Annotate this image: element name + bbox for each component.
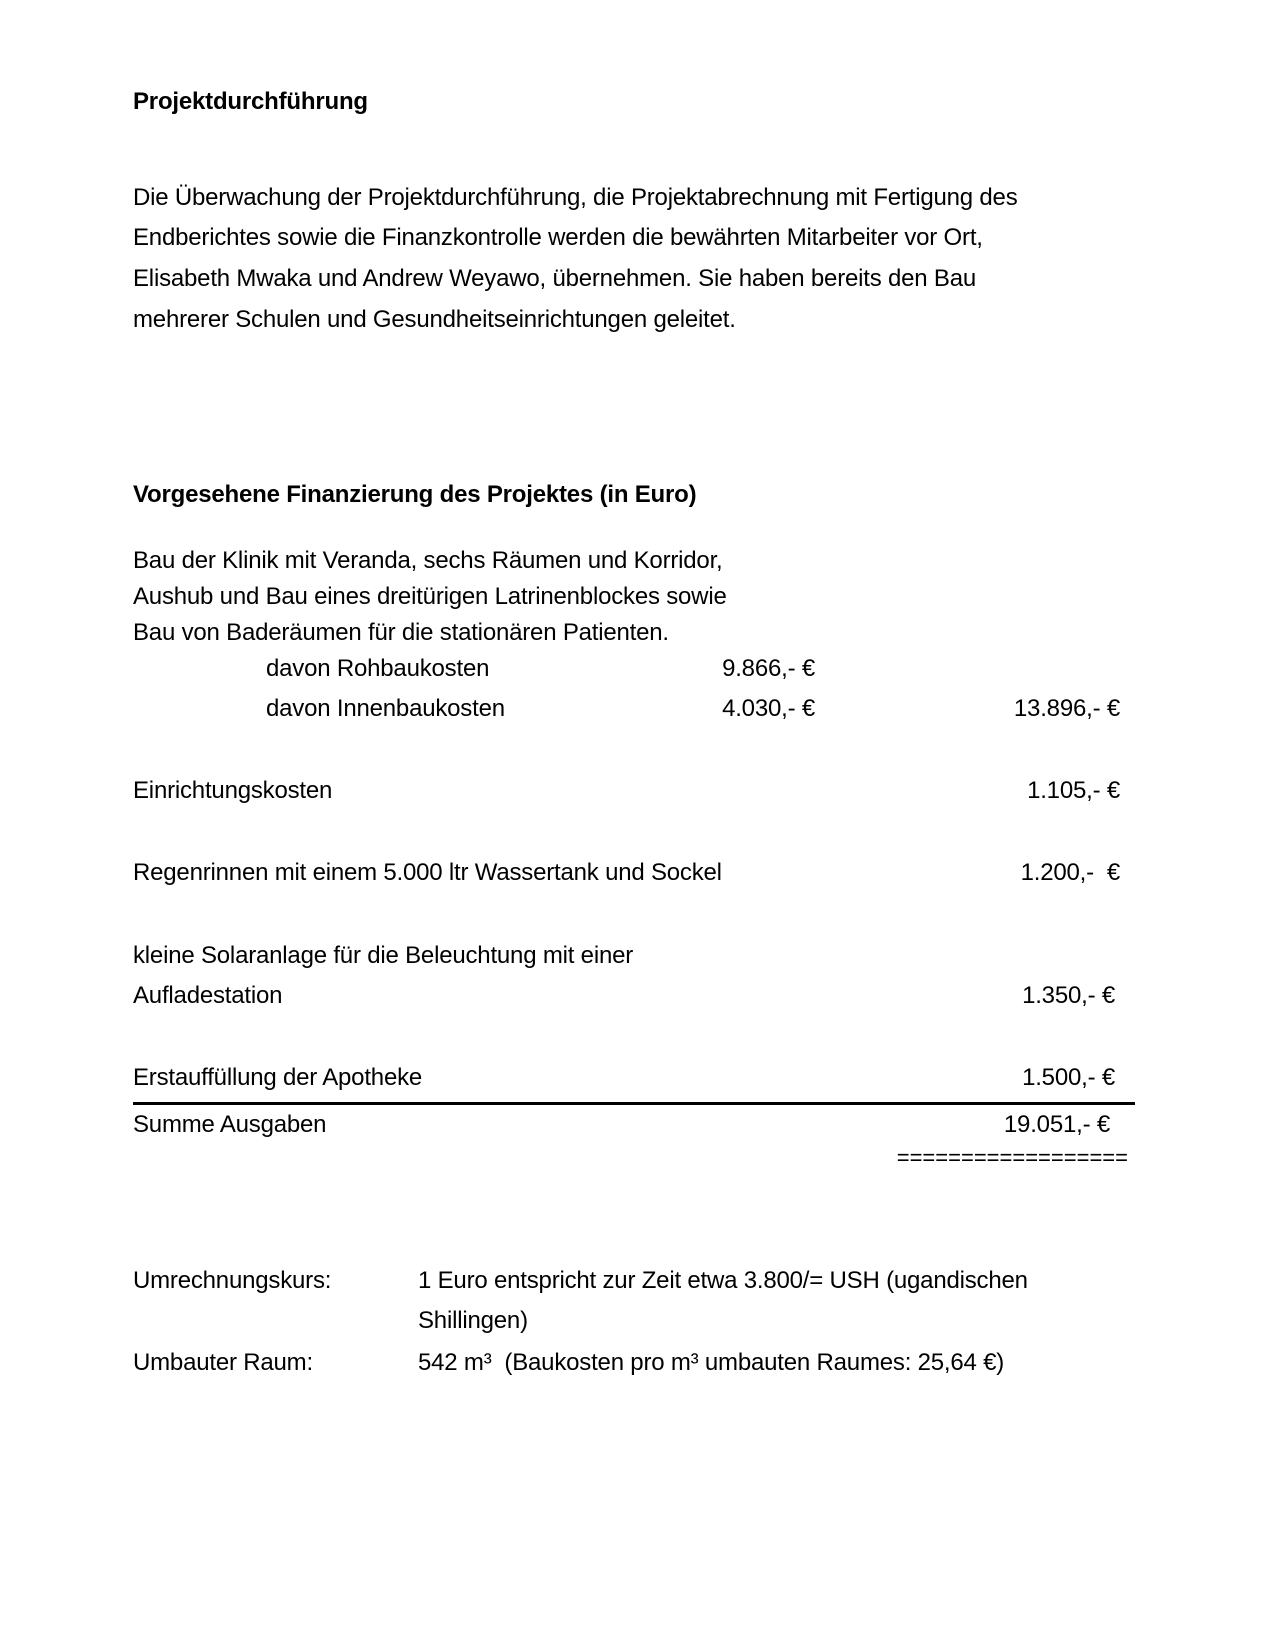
cost-item-amount: 1.200,- €: [1020, 859, 1120, 886]
cost-item-amount: 1.105,- €: [1027, 777, 1120, 804]
cost-item-label: Erstauffüllung der Apotheke: [133, 1064, 423, 1091]
exchange-rate-value: Shillingen): [418, 1307, 528, 1334]
volume-label: Umbauter Raum:: [133, 1349, 313, 1376]
cost-item-label: Aufladestation: [133, 982, 283, 1009]
exchange-rate-label: Umrechnungskurs:: [133, 1267, 332, 1294]
construction-total-amount: 13.896,- €: [1013, 695, 1120, 722]
sum-label: Summe Ausgaben: [133, 1111, 327, 1138]
cost-item-label: Einrichtungskosten: [133, 777, 333, 804]
exchange-rate-value: 1 Euro entspricht zur Zeit etwa 3.800/= USH (ugandischen: [418, 1267, 1028, 1294]
volume-value: 542 m³ (Baukosten pro m³ umbauten Raumes: 25,64 €): [418, 1349, 1005, 1376]
sub-item-label: davon Rohbaukosten: [266, 655, 490, 682]
cost-item-amount: 1.350,- €: [1022, 982, 1115, 1009]
sum-double-underline: ==================: [896, 1145, 1128, 1170]
paragraph-line: mehrerer Schulen und Gesundheitseinrichtungen geleitet.: [133, 306, 736, 333]
paragraph-line: Die Überwachung der Projektdurchführung, die Projektabrechnung mit Fertigung des: [133, 184, 1018, 211]
cost-item-amount: 1.500,- €: [1022, 1064, 1115, 1091]
construction-description-line: Bau von Baderäumen für die stationären Patienten.: [133, 619, 669, 646]
cost-item-label: kleine Solaranlage für die Beleuchtung mit einer: [133, 942, 634, 969]
sub-item-amount: 4.030,- €: [722, 695, 815, 722]
construction-description-line: Aushub und Bau eines dreitürigen Latrinenblockes sowie: [133, 583, 727, 610]
section-heading-financing: Vorgesehene Finanzierung des Projektes (in Euro): [133, 481, 697, 508]
construction-description-line: Bau der Klinik mit Veranda, sechs Räumen und Korridor,: [133, 547, 723, 574]
cost-item-label: Regenrinnen mit einem 5.000 ltr Wassertank und Sockel: [133, 859, 722, 886]
paragraph-line: Elisabeth Mwaka und Andrew Weyawo, übernehmen. Sie haben bereits den Bau: [133, 265, 977, 292]
sum-amount: 19.051,- €: [1003, 1111, 1110, 1138]
sub-item-amount: 9.866,- €: [722, 655, 815, 682]
sum-divider-line: [133, 1102, 1135, 1105]
section-heading-project-execution: Projektdurchführung: [133, 88, 368, 115]
paragraph-line: Endberichtes sowie die Finanzkontrolle werden die bewährten Mitarbeiter vor Ort,: [133, 224, 983, 251]
sub-item-label: davon Innenbaukosten: [266, 695, 505, 722]
